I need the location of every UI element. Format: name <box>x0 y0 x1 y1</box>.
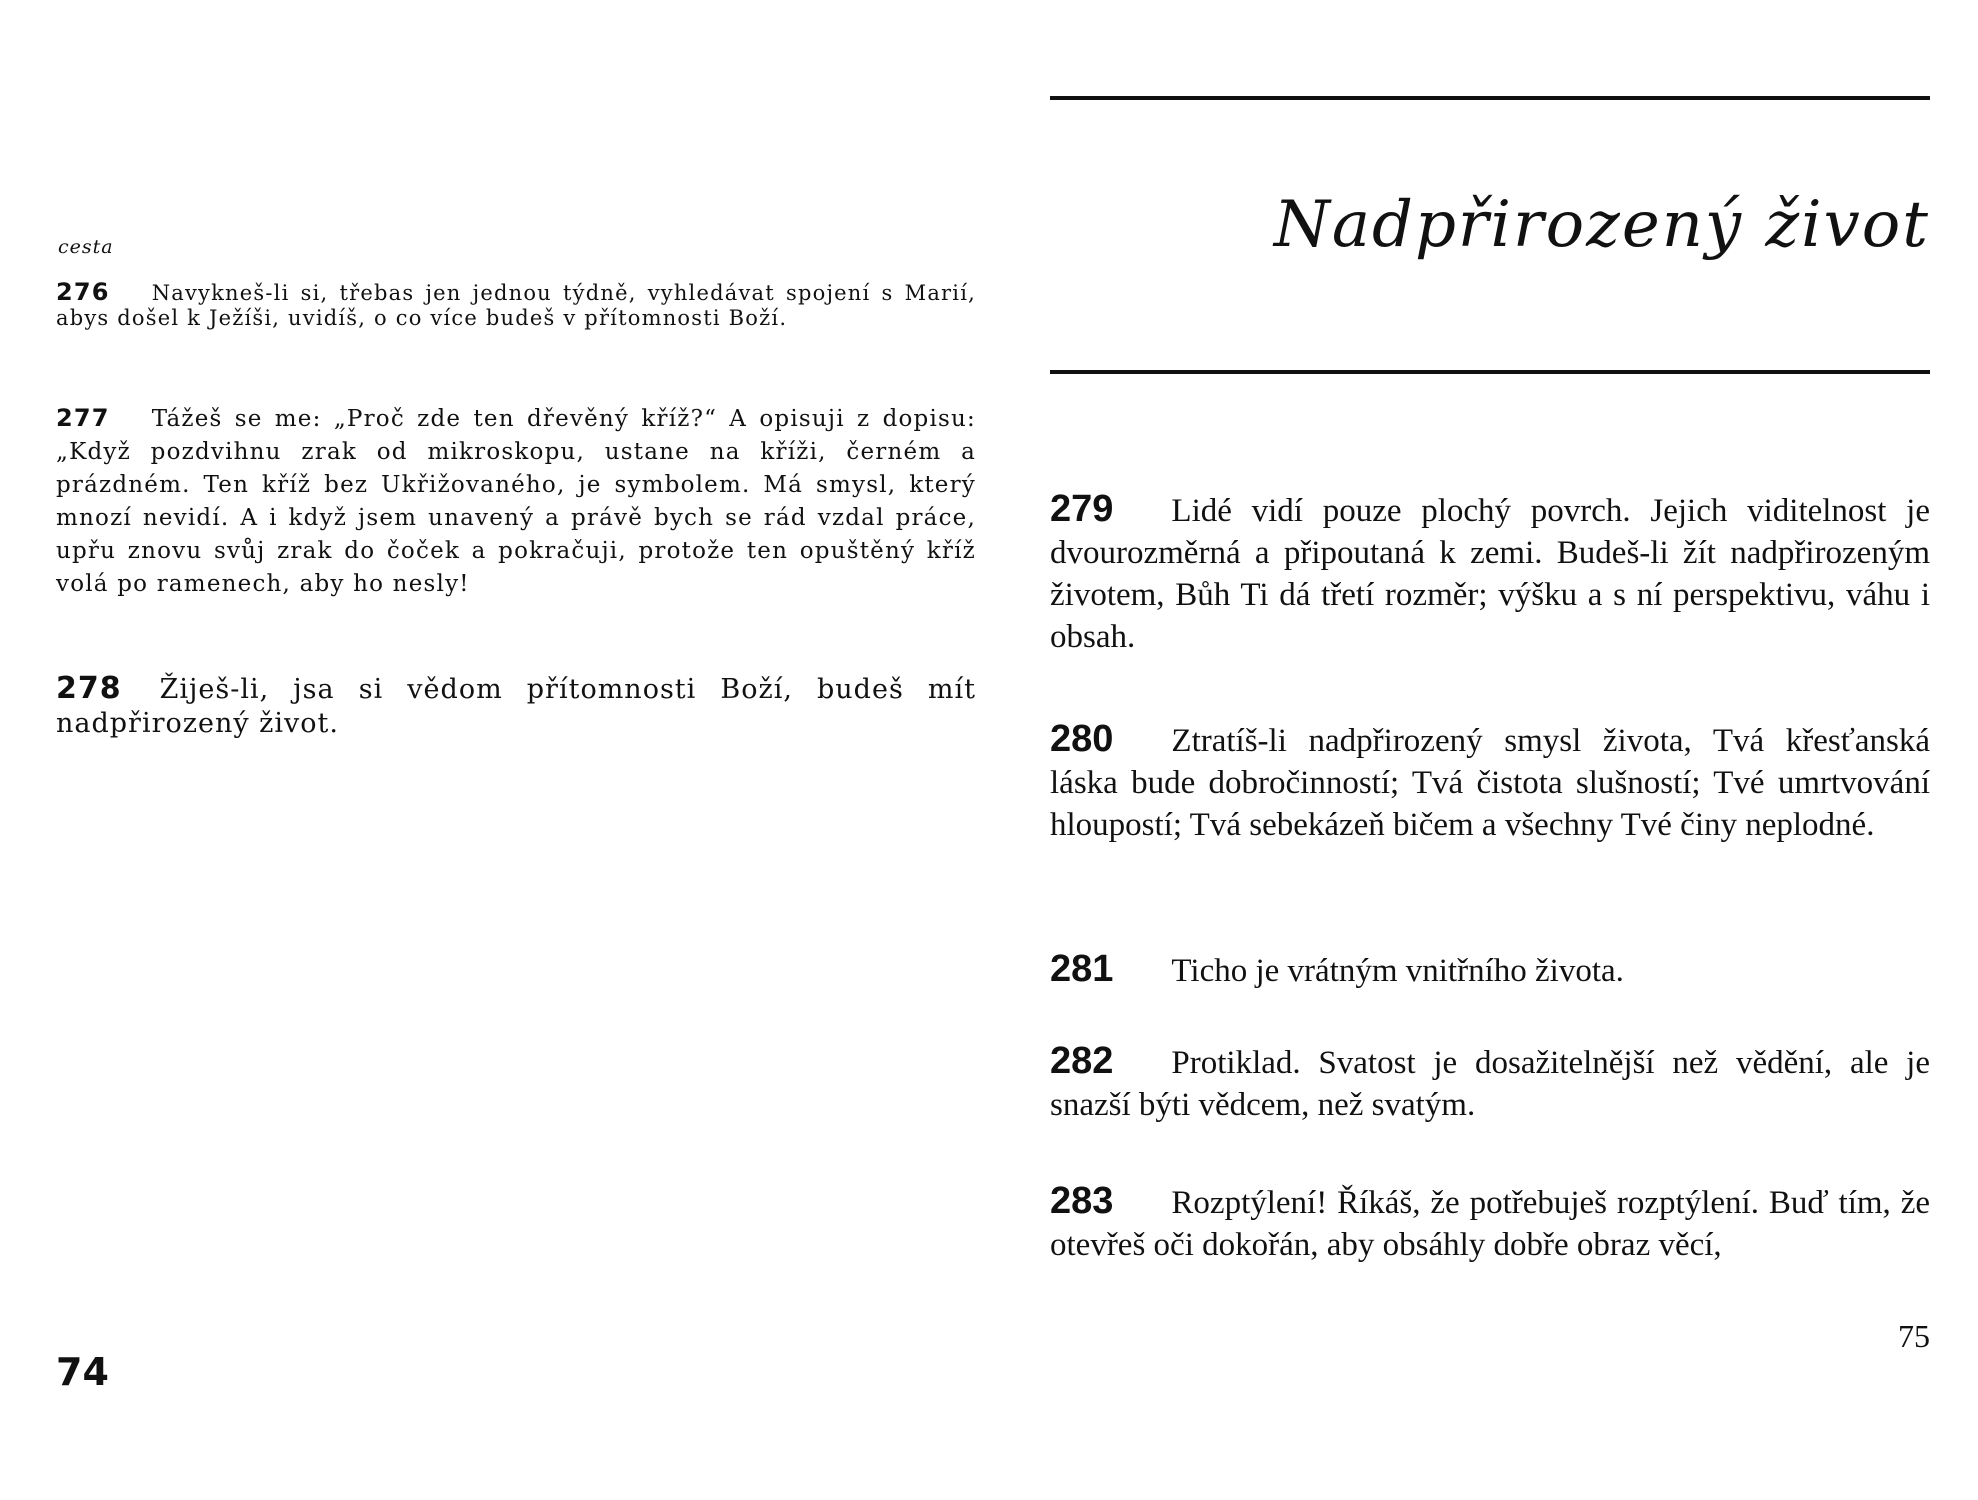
bottom-rule <box>1050 370 1930 374</box>
page-number: 75 <box>1898 1318 1930 1354</box>
paragraph-text: Žiješ-li, jsa si vědom přítomnosti Boží, budeš mít nadpřirozený život. <box>56 674 976 739</box>
paragraph-text: Navykneš-li si, třebas jen jednou týdně, vyhledávat spojení s Marií, abys došel k Ježíši, uvidíš, o co více budeš v přítomnosti Boží. <box>56 281 976 330</box>
paragraph-277 <box>56 402 976 601</box>
page-number: 74 <box>56 1350 109 1394</box>
paragraph-number: 282 <box>1050 1040 1114 1082</box>
paragraph-280 <box>1050 718 1930 846</box>
paragraph-text: Ztratíš-li nadpřirozený smysl života, Tvá křesťanská láska bude dobročinností; Tvá čistota slušností; Tvé umrtvování hloupostí; Tvá sebekázeň bičem a všechny Tvé činy neplodné. <box>1050 723 1930 843</box>
paragraph-text: Lidé vidí pouze plochý povrch. Jejich viditelnost je dvourozměrná a připoutaná k zemi. Budeš-li žít nadpřirozeným životem, Bůh Ti dá třetí rozměr; výšku a s ní perspektivu, váhu i obsah. <box>1050 493 1930 655</box>
paragraph-278 <box>56 672 976 741</box>
chapter-title: Nadpřirozený život <box>1273 188 1930 262</box>
paragraph-number: 283 <box>1050 1180 1114 1222</box>
paragraph-number: 276 <box>56 278 110 306</box>
top-rule <box>1050 96 1930 100</box>
paragraph-text: Tážeš se me: „Proč zde ten dřevěný kříž?“ A opisuji z dopisu: „Když pozdvihnu zrak od mikroskopu, ustane na kříži, černém a prázdném. Ten kříž bez Ukřižovaného, je symbolem. Má smysl, který mnozí nevidí. A i když jsem unavený a právě bych se rád vzdal práce, upřu znovu svůj zrak do čoček a pokračuji, protože ten opuštěný kříž volá po ramenech, aby ho nesly! <box>56 406 976 597</box>
paragraph-number: 277 <box>56 404 110 432</box>
paragraph-279 <box>1050 488 1930 658</box>
paragraph-number: 281 <box>1050 948 1114 990</box>
paragraph-281 <box>1050 948 1930 992</box>
running-head: cesta <box>58 236 114 258</box>
paragraph-text: Rozptýlení! Říkáš, že potřebuješ rozptýlení. Buď tím, že otevřeš oči dokořán, aby obsáhly dobře obraz věcí, <box>1050 1185 1930 1263</box>
paragraph-number: 279 <box>1050 488 1114 530</box>
paragraph-number: 278 <box>56 671 122 706</box>
paragraph-text: Ticho je vrátným vnitřního života. <box>1171 953 1624 989</box>
paragraph-283 <box>1050 1180 1930 1266</box>
paragraph-276 <box>56 280 976 331</box>
right-page <box>1000 0 1978 1500</box>
paragraph-282 <box>1050 1040 1930 1126</box>
paragraph-text: Protiklad. Svatost je dosažitelnější než vědění, ale je snazší býti vědcem, než svatým. <box>1050 1045 1930 1123</box>
paragraph-number: 280 <box>1050 718 1114 760</box>
